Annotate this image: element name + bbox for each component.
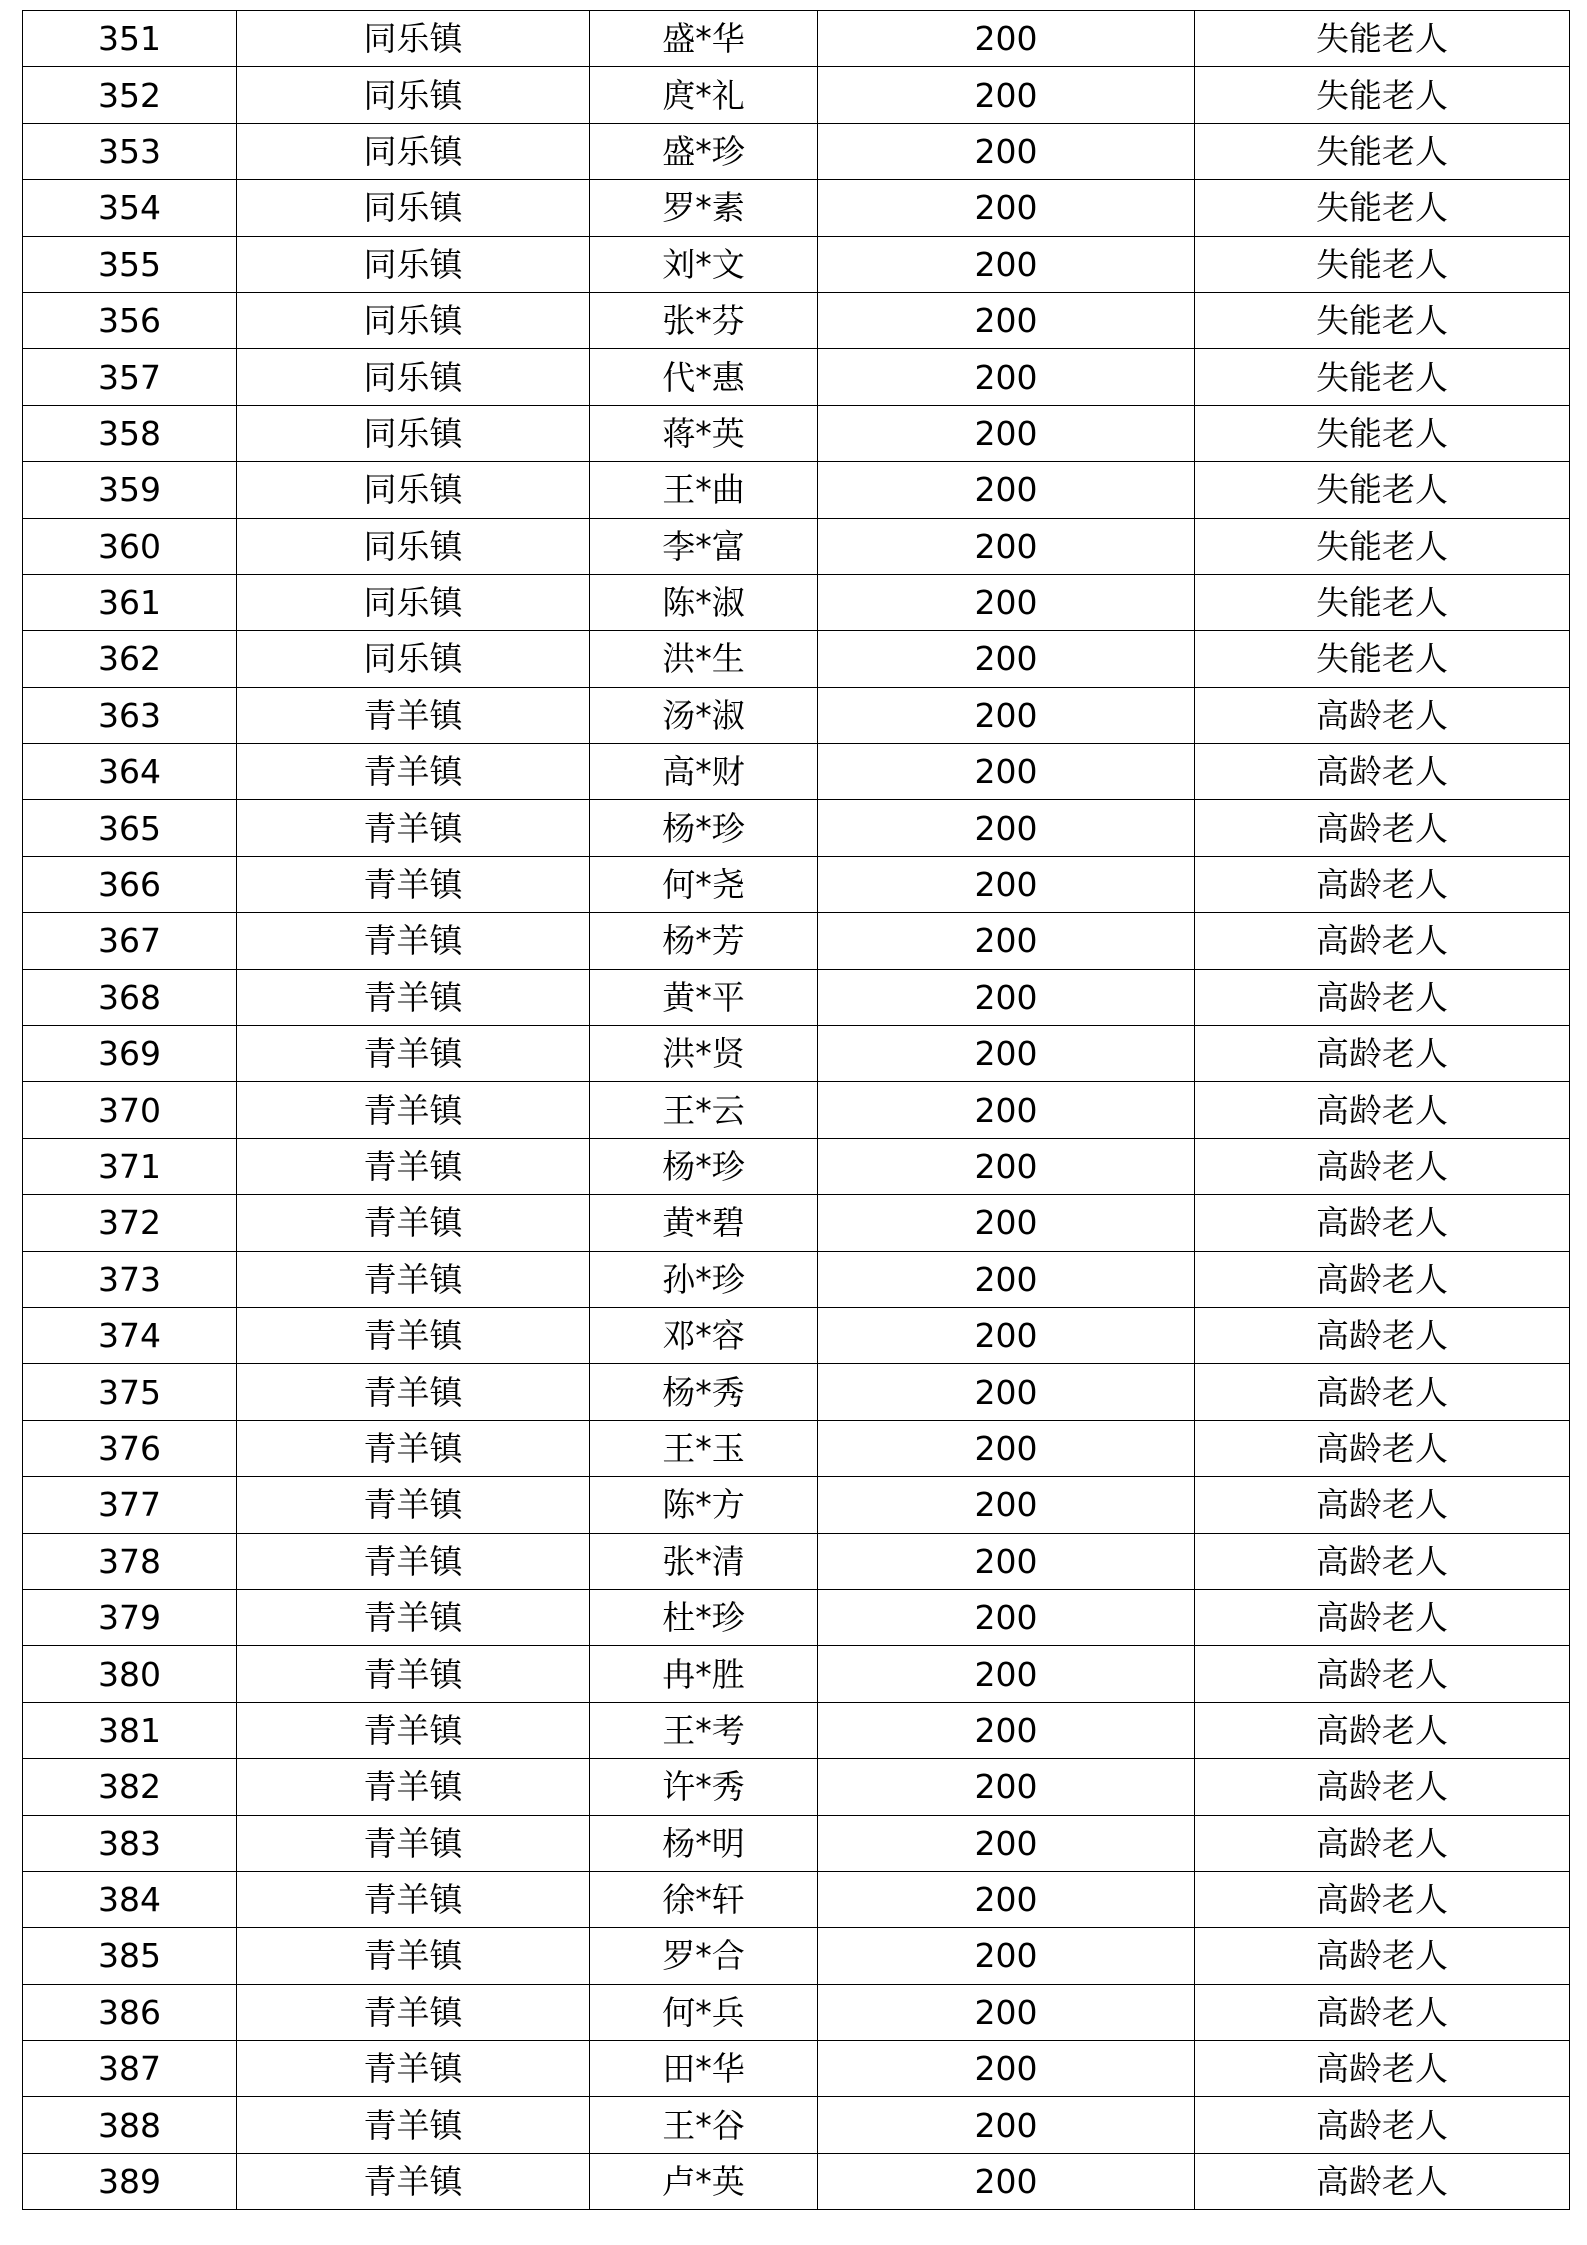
- table-row: [23, 1477, 1570, 1533]
- amount-cell: 200: [818, 123, 1195, 179]
- serial-number-cell: 360: [23, 518, 237, 574]
- town-cell: 青羊镇: [237, 744, 590, 800]
- serial-number-cell: 354: [23, 180, 237, 236]
- amount-cell: 200: [818, 1138, 1195, 1194]
- serial-number-cell: 385: [23, 1928, 237, 1984]
- town-cell: 同乐镇: [237, 631, 590, 687]
- name-cell: 黄*碧: [590, 1195, 818, 1251]
- name-cell: 何*尧: [590, 856, 818, 912]
- table-row: [23, 1138, 1570, 1194]
- town-cell: 同乐镇: [237, 462, 590, 518]
- name-cell: 许*秀: [590, 1759, 818, 1815]
- town-cell: 同乐镇: [237, 574, 590, 630]
- amount-cell: 200: [818, 518, 1195, 574]
- serial-number-cell: 371: [23, 1138, 237, 1194]
- serial-number-cell: 374: [23, 1307, 237, 1363]
- table-row: [23, 1364, 1570, 1420]
- serial-number-cell: 376: [23, 1420, 237, 1476]
- table-row: [23, 518, 1570, 574]
- town-cell: 青羊镇: [237, 1420, 590, 1476]
- name-cell: 王*云: [590, 1082, 818, 1138]
- category-cell: 失能老人: [1195, 180, 1570, 236]
- amount-cell: 200: [818, 292, 1195, 348]
- amount-cell: 200: [818, 1364, 1195, 1420]
- town-cell: 青羊镇: [237, 2153, 590, 2209]
- amount-cell: 200: [818, 1533, 1195, 1589]
- name-cell: 黄*平: [590, 969, 818, 1025]
- category-cell: 高龄老人: [1195, 1138, 1570, 1194]
- category-cell: 高龄老人: [1195, 1589, 1570, 1645]
- name-cell: 李*富: [590, 518, 818, 574]
- serial-number-cell: 366: [23, 856, 237, 912]
- amount-cell: 200: [818, 1815, 1195, 1871]
- name-cell: 杨*珍: [590, 1138, 818, 1194]
- name-cell: 田*华: [590, 2041, 818, 2097]
- amount-cell: 200: [818, 1251, 1195, 1307]
- name-cell: 盛*珍: [590, 123, 818, 179]
- amount-cell: 200: [818, 1759, 1195, 1815]
- town-cell: 青羊镇: [237, 1759, 590, 1815]
- category-cell: 高龄老人: [1195, 1702, 1570, 1758]
- amount-cell: 200: [818, 969, 1195, 1025]
- name-cell: 邓*容: [590, 1307, 818, 1363]
- category-cell: 高龄老人: [1195, 1251, 1570, 1307]
- serial-number-cell: 359: [23, 462, 237, 518]
- name-cell: 张*清: [590, 1533, 818, 1589]
- table-row: [23, 1815, 1570, 1871]
- name-cell: 何*兵: [590, 1984, 818, 2040]
- table-row: [23, 969, 1570, 1025]
- serial-number-cell: 386: [23, 1984, 237, 2040]
- table-row: [23, 2097, 1570, 2153]
- name-cell: 徐*轩: [590, 1871, 818, 1927]
- town-cell: 青羊镇: [237, 2041, 590, 2097]
- town-cell: 青羊镇: [237, 1984, 590, 2040]
- serial-number-cell: 363: [23, 687, 237, 743]
- serial-number-cell: 384: [23, 1871, 237, 1927]
- serial-number-cell: 378: [23, 1533, 237, 1589]
- amount-cell: 200: [818, 744, 1195, 800]
- amount-cell: 200: [818, 67, 1195, 123]
- name-cell: 杨*珍: [590, 800, 818, 856]
- amount-cell: 200: [818, 11, 1195, 67]
- category-cell: 高龄老人: [1195, 1364, 1570, 1420]
- table-row: [23, 631, 1570, 687]
- serial-number-cell: 361: [23, 574, 237, 630]
- name-cell: 张*芬: [590, 292, 818, 348]
- serial-number-cell: 355: [23, 236, 237, 292]
- amount-cell: 200: [818, 1082, 1195, 1138]
- name-cell: 盛*华: [590, 11, 818, 67]
- category-cell: 高龄老人: [1195, 1815, 1570, 1871]
- name-cell: 王*考: [590, 1702, 818, 1758]
- amount-cell: 200: [818, 1984, 1195, 2040]
- amount-cell: 200: [818, 1928, 1195, 1984]
- category-cell: 高龄老人: [1195, 1477, 1570, 1533]
- serial-number-cell: 379: [23, 1589, 237, 1645]
- town-cell: 同乐镇: [237, 349, 590, 405]
- amount-cell: 200: [818, 856, 1195, 912]
- category-cell: 高龄老人: [1195, 1195, 1570, 1251]
- category-cell: 高龄老人: [1195, 1082, 1570, 1138]
- amount-cell: 200: [818, 1477, 1195, 1533]
- town-cell: 青羊镇: [237, 1026, 590, 1082]
- category-cell: 高龄老人: [1195, 2041, 1570, 2097]
- table-row: [23, 123, 1570, 179]
- category-cell: 失能老人: [1195, 631, 1570, 687]
- serial-number-cell: 368: [23, 969, 237, 1025]
- town-cell: 青羊镇: [237, 1815, 590, 1871]
- serial-number-cell: 352: [23, 67, 237, 123]
- category-cell: 失能老人: [1195, 67, 1570, 123]
- table-row: [23, 574, 1570, 630]
- town-cell: 青羊镇: [237, 1646, 590, 1702]
- subsidy-table: [22, 10, 1570, 2210]
- table-row: [23, 462, 1570, 518]
- amount-cell: 200: [818, 2153, 1195, 2209]
- town-cell: 青羊镇: [237, 856, 590, 912]
- name-cell: 高*财: [590, 744, 818, 800]
- name-cell: 罗*素: [590, 180, 818, 236]
- category-cell: 高龄老人: [1195, 1871, 1570, 1927]
- table-row: [23, 1871, 1570, 1927]
- category-cell: 高龄老人: [1195, 744, 1570, 800]
- town-cell: 青羊镇: [237, 1307, 590, 1363]
- table-row: [23, 1702, 1570, 1758]
- serial-number-cell: 365: [23, 800, 237, 856]
- table-row: [23, 11, 1570, 67]
- serial-number-cell: 381: [23, 1702, 237, 1758]
- category-cell: 失能老人: [1195, 518, 1570, 574]
- table-row: [23, 1420, 1570, 1476]
- town-cell: 青羊镇: [237, 1871, 590, 1927]
- town-cell: 青羊镇: [237, 687, 590, 743]
- table-row: [23, 1533, 1570, 1589]
- amount-cell: 200: [818, 405, 1195, 461]
- serial-number-cell: 377: [23, 1477, 237, 1533]
- serial-number-cell: 389: [23, 2153, 237, 2209]
- category-cell: 高龄老人: [1195, 800, 1570, 856]
- amount-cell: 200: [818, 913, 1195, 969]
- amount-cell: 200: [818, 631, 1195, 687]
- category-cell: 失能老人: [1195, 292, 1570, 348]
- name-cell: 王*谷: [590, 2097, 818, 2153]
- table-row: [23, 913, 1570, 969]
- name-cell: 陈*淑: [590, 574, 818, 630]
- table-row: [23, 1984, 1570, 2040]
- name-cell: 杨*芳: [590, 913, 818, 969]
- town-cell: 青羊镇: [237, 1533, 590, 1589]
- table-row: [23, 2153, 1570, 2209]
- town-cell: 青羊镇: [237, 1702, 590, 1758]
- town-cell: 青羊镇: [237, 969, 590, 1025]
- serial-number-cell: 388: [23, 2097, 237, 2153]
- category-cell: 失能老人: [1195, 123, 1570, 179]
- serial-number-cell: 372: [23, 1195, 237, 1251]
- table-row: [23, 744, 1570, 800]
- category-cell: 高龄老人: [1195, 1759, 1570, 1815]
- table-row: [23, 687, 1570, 743]
- amount-cell: 200: [818, 800, 1195, 856]
- serial-number-cell: 370: [23, 1082, 237, 1138]
- category-cell: 失能老人: [1195, 236, 1570, 292]
- amount-cell: 200: [818, 2097, 1195, 2153]
- town-cell: 青羊镇: [237, 1589, 590, 1645]
- table-row: [23, 1589, 1570, 1645]
- subsidy-table-page: [22, 10, 1569, 2210]
- town-cell: 青羊镇: [237, 1928, 590, 1984]
- serial-number-cell: 353: [23, 123, 237, 179]
- amount-cell: 200: [818, 236, 1195, 292]
- amount-cell: 200: [818, 1646, 1195, 1702]
- amount-cell: 200: [818, 1195, 1195, 1251]
- name-cell: 王*玉: [590, 1420, 818, 1476]
- amount-cell: 200: [818, 2041, 1195, 2097]
- town-cell: 同乐镇: [237, 292, 590, 348]
- serial-number-cell: 373: [23, 1251, 237, 1307]
- name-cell: 汤*淑: [590, 687, 818, 743]
- name-cell: 蒋*英: [590, 405, 818, 461]
- serial-number-cell: 362: [23, 631, 237, 687]
- category-cell: 失能老人: [1195, 349, 1570, 405]
- amount-cell: 200: [818, 462, 1195, 518]
- category-cell: 高龄老人: [1195, 1928, 1570, 1984]
- name-cell: 孙*珍: [590, 1251, 818, 1307]
- town-cell: 青羊镇: [237, 1364, 590, 1420]
- category-cell: 失能老人: [1195, 405, 1570, 461]
- table-row: [23, 856, 1570, 912]
- serial-number-cell: 382: [23, 1759, 237, 1815]
- amount-cell: 200: [818, 180, 1195, 236]
- amount-cell: 200: [818, 1871, 1195, 1927]
- serial-number-cell: 351: [23, 11, 237, 67]
- category-cell: 高龄老人: [1195, 2153, 1570, 2209]
- category-cell: 失能老人: [1195, 462, 1570, 518]
- serial-number-cell: 387: [23, 2041, 237, 2097]
- town-cell: 同乐镇: [237, 236, 590, 292]
- category-cell: 高龄老人: [1195, 969, 1570, 1025]
- town-cell: 青羊镇: [237, 1195, 590, 1251]
- town-cell: 青羊镇: [237, 1477, 590, 1533]
- town-cell: 青羊镇: [237, 1138, 590, 1194]
- table-row: [23, 180, 1570, 236]
- name-cell: 杨*明: [590, 1815, 818, 1871]
- name-cell: 杨*秀: [590, 1364, 818, 1420]
- amount-cell: 200: [818, 1026, 1195, 1082]
- amount-cell: 200: [818, 1702, 1195, 1758]
- category-cell: 失能老人: [1195, 574, 1570, 630]
- name-cell: 洪*贤: [590, 1026, 818, 1082]
- table-row: [23, 1026, 1570, 1082]
- serial-number-cell: 383: [23, 1815, 237, 1871]
- town-cell: 同乐镇: [237, 11, 590, 67]
- name-cell: 庹*礼: [590, 67, 818, 123]
- table-row: [23, 1195, 1570, 1251]
- name-cell: 罗*合: [590, 1928, 818, 1984]
- serial-number-cell: 357: [23, 349, 237, 405]
- category-cell: 高龄老人: [1195, 1026, 1570, 1082]
- town-cell: 青羊镇: [237, 1082, 590, 1138]
- table-row: [23, 1928, 1570, 1984]
- table-row: [23, 292, 1570, 348]
- category-cell: 失能老人: [1195, 11, 1570, 67]
- name-cell: 代*惠: [590, 349, 818, 405]
- category-cell: 高龄老人: [1195, 1307, 1570, 1363]
- town-cell: 同乐镇: [237, 180, 590, 236]
- town-cell: 同乐镇: [237, 518, 590, 574]
- name-cell: 冉*胜: [590, 1646, 818, 1702]
- table-body: [23, 11, 1570, 2210]
- table-row: [23, 349, 1570, 405]
- serial-number-cell: 369: [23, 1026, 237, 1082]
- amount-cell: 200: [818, 1589, 1195, 1645]
- category-cell: 高龄老人: [1195, 1533, 1570, 1589]
- category-cell: 高龄老人: [1195, 2097, 1570, 2153]
- amount-cell: 200: [818, 349, 1195, 405]
- town-cell: 青羊镇: [237, 800, 590, 856]
- town-cell: 青羊镇: [237, 1251, 590, 1307]
- category-cell: 高龄老人: [1195, 856, 1570, 912]
- town-cell: 青羊镇: [237, 913, 590, 969]
- town-cell: 同乐镇: [237, 67, 590, 123]
- table-row: [23, 1307, 1570, 1363]
- name-cell: 洪*生: [590, 631, 818, 687]
- serial-number-cell: 356: [23, 292, 237, 348]
- serial-number-cell: 375: [23, 1364, 237, 1420]
- table-row: [23, 1646, 1570, 1702]
- name-cell: 卢*英: [590, 2153, 818, 2209]
- amount-cell: 200: [818, 1307, 1195, 1363]
- amount-cell: 200: [818, 1420, 1195, 1476]
- table-row: [23, 1251, 1570, 1307]
- town-cell: 同乐镇: [237, 123, 590, 179]
- serial-number-cell: 364: [23, 744, 237, 800]
- category-cell: 高龄老人: [1195, 913, 1570, 969]
- amount-cell: 200: [818, 687, 1195, 743]
- category-cell: 高龄老人: [1195, 1646, 1570, 1702]
- table-row: [23, 1759, 1570, 1815]
- serial-number-cell: 367: [23, 913, 237, 969]
- serial-number-cell: 358: [23, 405, 237, 461]
- category-cell: 高龄老人: [1195, 1984, 1570, 2040]
- name-cell: 王*曲: [590, 462, 818, 518]
- name-cell: 刘*文: [590, 236, 818, 292]
- name-cell: 陈*方: [590, 1477, 818, 1533]
- table-row: [23, 236, 1570, 292]
- table-row: [23, 800, 1570, 856]
- serial-number-cell: 380: [23, 1646, 237, 1702]
- name-cell: 杜*珍: [590, 1589, 818, 1645]
- town-cell: 青羊镇: [237, 2097, 590, 2153]
- table-row: [23, 405, 1570, 461]
- town-cell: 同乐镇: [237, 405, 590, 461]
- table-row: [23, 2041, 1570, 2097]
- amount-cell: 200: [818, 574, 1195, 630]
- table-row: [23, 1082, 1570, 1138]
- table-row: [23, 67, 1570, 123]
- category-cell: 高龄老人: [1195, 687, 1570, 743]
- category-cell: 高龄老人: [1195, 1420, 1570, 1476]
